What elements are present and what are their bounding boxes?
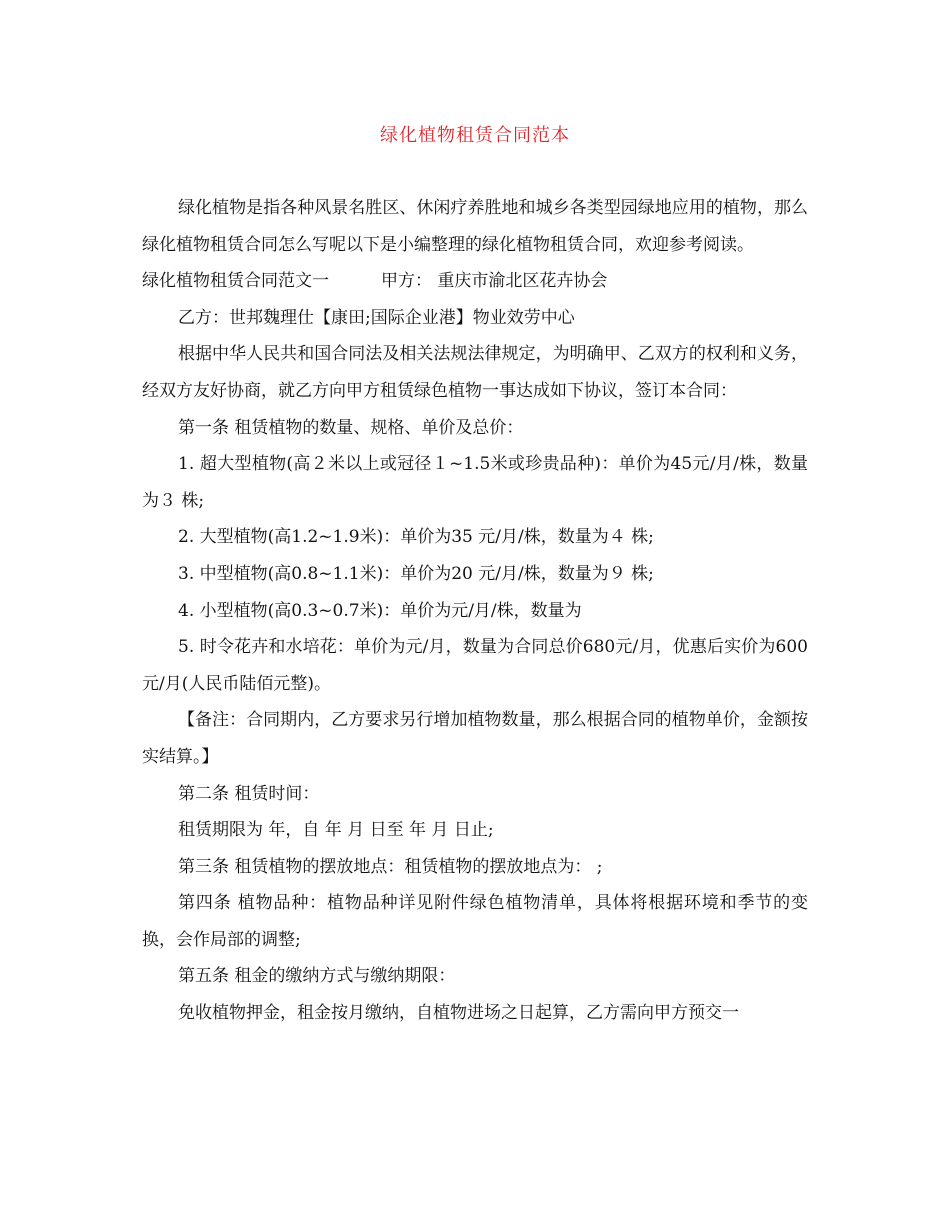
article-5-title: 第五条 租金的缴纳方式与缴纳期限： bbox=[178, 966, 456, 987]
article-4-paragraph: 第四条 植物品种：植物品种详见附件绿色植物清单，具体将根据环境和季节的变换，会作局部的调整; bbox=[142, 893, 808, 950]
article-5-body: 免收植物押金，租金按月缴纳，自植物进场之日起算，乙方需向甲方预交一 bbox=[178, 1003, 739, 1024]
article-2-body: 租赁期限为 年，自 年 月 日至 年 月 日止; bbox=[178, 820, 494, 841]
article-1-item-2: 2. 大型植物(高1.2~1.9米)：单价为35 元/月/株，数量为４ 株; bbox=[178, 527, 654, 548]
document-title: 绿化植物租赁合同范本 bbox=[380, 125, 570, 146]
article-2-title: 第二条 租赁时间： bbox=[178, 783, 320, 804]
sample-heading: 绿化植物租赁合同范文一 bbox=[142, 271, 329, 292]
document-body bbox=[142, 190, 808, 1032]
party-a: 甲方： 重庆市渝北区花卉协会 bbox=[381, 271, 608, 292]
article-1-item-1: 1. 超大型植物(高２米以上或冠径１~1.5米或珍贵品种)：单价为45元/月/株，数量为３ 株; bbox=[142, 454, 808, 511]
article-1-item-3: 3. 中型植物(高0.8~1.1米)：单价为20 元/月/株，数量为９ 株; bbox=[178, 563, 654, 584]
note-paragraph: 【备注：合同期内，乙方要求另行增加植物数量，那么根据合同的植物单价，金额按实结算。】 bbox=[142, 710, 808, 767]
intro-paragraph: 绿化植物是指各种风景名胜区、休闲疗养胜地和城乡各类型园绿地应用的植物，那么绿化植物租赁合同怎么写呢以下是小编整理的绿化植物租赁合同，欢迎参考阅读。 bbox=[142, 198, 808, 255]
preamble-paragraph: 根据中华人民共和国合同法及相关法规法律规定，为明确甲、乙双方的权利和义务，经双方友好协商，就乙方向甲方租赁绿色植物一事达成如下协议，签订本合同： bbox=[142, 344, 808, 401]
article-1-title: 第一条 租赁植物的数量、规格、单价及总价： bbox=[178, 417, 524, 438]
article-1-item-4: 4. 小型植物(高0.3~0.7米)：单价为元/月/株，数量为 bbox=[178, 600, 582, 621]
article-1-item-5: 5. 时令花卉和水培花：单价为元/月，数量为合同总价680元/月，优惠后实价为600元/月(人民币陆佰元整)。 bbox=[142, 637, 808, 694]
party-b: 乙方：世邦魏理仕【康田;国际企业港】物业效劳中心 bbox=[178, 307, 575, 328]
article-3-paragraph: 第三条 租赁植物的摆放地点：租赁植物的摆放地点为： ; bbox=[178, 856, 603, 877]
sample-heading-line bbox=[142, 263, 808, 300]
